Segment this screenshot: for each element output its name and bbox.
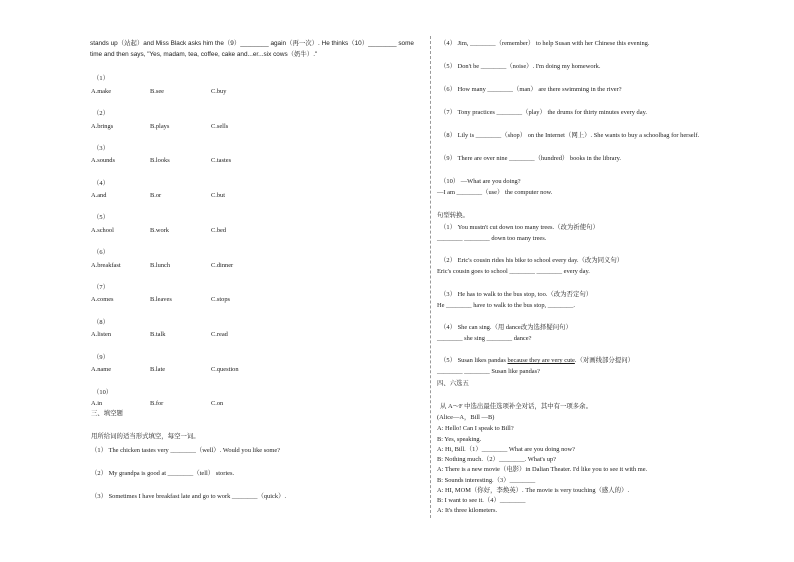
question-number: （10） [93,389,113,396]
question-number: （1） [93,75,109,82]
dialogue-line: B: Nothing much.（2）________. What's up? [437,456,557,463]
fill-item: （4） Jim, ________（remember） to help Susan with her Chinese this evening. [440,40,650,47]
option-b: B.or [150,192,162,199]
option-b: B.late [150,366,166,373]
option-b: B.for [150,400,164,407]
option-a: A.sounds [91,157,115,164]
question-number: （8） [93,319,109,326]
dialogue-line: B: Sounds interesting.（3）________ [437,477,536,484]
option-c: C.sells [211,123,229,130]
option-a: A.school [91,227,114,234]
column-divider [430,36,431,518]
dialogue-line: (Alice—A，Bill —B) [437,414,495,421]
option-b: B.talk [150,331,166,338]
transform-answer: ________ ________ Susan like pandas? [437,368,540,375]
option-c: C.on [211,400,224,407]
transform-text: （5） Susan likes pandas [440,357,508,364]
option-c: C.dinner [211,262,234,269]
option-c: C.read [211,331,228,338]
transform-item: （4） She can sing.（用 dance改为选择疑问句） [440,324,572,331]
option-b: B.leaves [150,296,172,303]
transform-answer: Eric's cousin goes to school ________ ________ every day. [437,268,590,275]
transform-answer: ________ she sing ________ dance? [437,335,532,342]
option-a: A.and [91,192,107,199]
fill-item: （7） Tony practices ________（play） the drums for thirty minutes every day. [440,109,647,116]
option-b: B.looks [150,157,170,164]
option-c: C.buy [211,88,227,95]
section-instruction: 用所给词的适当形式填空，每空一词。 [91,433,200,440]
section-title: 四、六选五 [437,380,469,387]
fill-item: （5） Don't be ________（noise）. I'm doing my homework. [440,63,601,70]
option-a: A.listen [91,331,112,338]
dialogue-line: A: There is a new movie（电影）in Dalian Theater. I'd like you to see it with me. [437,466,648,473]
fill-item-10-question: （10） —What are you doing? [440,178,521,185]
transform-answer: He ________ have to walk to the bus stop, ________. [437,302,575,309]
transform-answer: ________ ________ down too many trees. [437,235,547,242]
option-b: B.work [150,227,169,234]
passage-line-2: time and then says, "Yes, madam, tea, coffee, cake and...er...six cows（奶牛）." [90,51,318,58]
option-c: C.stops [211,296,231,303]
option-c: C.question [211,366,239,373]
transform-item: （1） You mustn't cut down too many trees.（改为祈使句） [440,224,599,231]
underlined-text: because they are very cute [507,357,575,364]
option-a: A.breakfast [91,262,121,269]
dialogue-line: A: Hello! Can I speak to Bill? [437,425,514,432]
dialogue-line: A: It's three kilometers. [437,507,498,514]
fill-item: （9） There are over nine ________（hundred） books in the library. [440,155,621,162]
option-b: B.plays [150,123,170,130]
fill-item: （2） My grandpa is good at ________（tell） stories. [91,470,235,477]
dialogue-line: B: Yes, speaking. [437,436,482,443]
dialogue-line: A: Hi, Bill.（1）________ What are you doing now? [437,446,575,453]
transform-item: （3） He has to walk to the bus stop, too.（改为否定句） [440,291,593,298]
option-a: A.in [91,400,103,407]
section-instruction: 从 A～F 中选出最佳选项补全对话，其中有一项多余。 [440,403,592,410]
option-c: C.tastes [211,157,232,164]
question-number: （4） [93,180,109,187]
question-number: （5） [93,214,109,221]
dialogue-line: A: HI, MOM（你好，李焕英）. The movie is very touching（感人的）. [437,487,630,494]
fill-item-10-answer: —I am ________（use） the computer now. [437,189,553,196]
transform-text: .（对画线部分提问） [574,357,634,364]
passage-line-1: stands up（站起）and Miss Black asks him the（9）________ again（再一次）. He thinks（10）________ some [90,40,414,47]
question-number: （7） [93,284,109,291]
option-a: A.make [91,88,112,95]
option-a: A.brings [91,123,114,130]
question-number: （3） [93,145,109,152]
fill-item: （3） Sometimes I have breakfast late and go to work ________（quick）. [91,493,287,500]
option-a: A.name [91,366,112,373]
question-number: （9） [93,354,109,361]
question-number: （2） [93,110,109,117]
transform-item: （2） Eric's cousin rides his bike to school every day.（改为同义句） [440,257,624,264]
dialogue-line: B: I want to see it.（4）________ [437,497,526,504]
fill-item: （1） The chicken tastes very ________（well）. Would you like some? [91,447,281,454]
section-title: 三、填空题 [91,410,123,417]
option-b: B.see [150,88,165,95]
transform-item [440,357,634,365]
option-c: C.but [211,192,226,199]
fill-item: （6） How many ________（man） are there swimming in the river? [440,86,622,93]
question-number: （6） [93,249,109,256]
fill-item: （8） Lily is ________（shop） on the Internet（网上）. She wants to buy a schoolbag for herself. [440,132,700,139]
option-b: B.lunch [150,262,171,269]
section-title: 句型转换。 [437,212,469,219]
option-a: A.comes [91,296,114,303]
option-c: C.bed [211,227,227,234]
